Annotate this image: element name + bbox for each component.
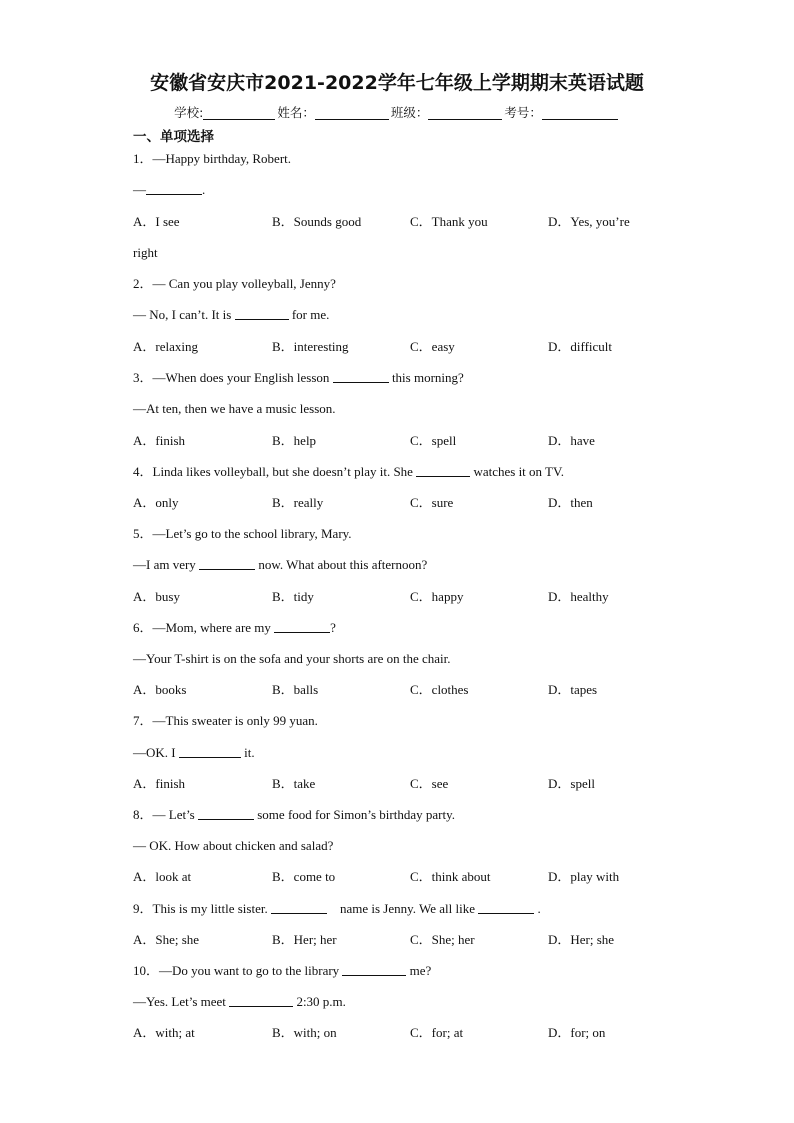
- q9-option-d[interactable]: D．Her; she: [548, 932, 615, 947]
- answer-blank[interactable]: [333, 370, 389, 383]
- question-1-reply: — .: [133, 182, 206, 197]
- student-info-line: [0, 103, 794, 121]
- stem-text-end: ?: [330, 620, 336, 635]
- q2-option-d[interactable]: D．difficult: [548, 339, 613, 354]
- number-label: 考号：: [504, 105, 542, 120]
- question-2-reply: [133, 307, 329, 323]
- question-7-stem: 7．—This sweater is only 99 yuan.: [133, 713, 318, 728]
- q4-option-b[interactable]: B．really: [272, 495, 324, 510]
- reply-text: —Yes. Let’s meet: [133, 994, 230, 1009]
- answer-blank-2[interactable]: [478, 901, 534, 914]
- q5-option-b[interactable]: B．tidy: [272, 589, 314, 604]
- q3-option-c[interactable]: C．spell: [410, 433, 457, 448]
- q6-option-d[interactable]: D．tapes: [548, 682, 598, 697]
- section-heading: 一、单项选择: [133, 129, 214, 145]
- q3-option-a[interactable]: A．finish: [133, 433, 186, 448]
- q3-option-b[interactable]: B．help: [272, 433, 317, 448]
- question-10-stem: [133, 963, 431, 979]
- q10-option-d[interactable]: D．for; on: [548, 1025, 606, 1040]
- q8-option-b[interactable]: B．come to: [272, 869, 336, 884]
- stem-text: 9．This is my little sister.: [133, 901, 271, 916]
- q7-option-d[interactable]: D．spell: [548, 776, 595, 791]
- answer-blank[interactable]: [342, 963, 406, 976]
- question-3-stem: [133, 370, 464, 386]
- q1-option-a[interactable]: A．I see: [133, 214, 180, 229]
- q6-option-c[interactable]: C．clothes: [410, 682, 469, 697]
- q5-option-c[interactable]: C．happy: [410, 589, 464, 604]
- question-6-stem: [133, 620, 336, 636]
- q8-option-a[interactable]: A．look at: [133, 869, 192, 884]
- question-2-stem: 2．— Can you play volleyball, Jenny?: [133, 276, 336, 291]
- reply-text-end: it.: [240, 745, 255, 760]
- q7-option-a[interactable]: A．finish: [133, 776, 186, 791]
- question-8-stem: [133, 807, 455, 823]
- stem-text: 10．—Do you want to go to the library: [133, 963, 343, 978]
- reply-text: —OK. I: [133, 745, 179, 760]
- q5-option-d[interactable]: D．healthy: [548, 589, 609, 604]
- stem-text: 4．Linda likes volleyball, but she doesn’t play it. She: [133, 464, 417, 479]
- question-8-reply: — OK. How about chicken and salad?: [133, 838, 334, 853]
- q2-option-a[interactable]: A．relaxing: [133, 339, 198, 354]
- stem-text: 6．—Mom, where are my: [133, 620, 275, 635]
- q6-option-a[interactable]: A．books: [133, 682, 187, 697]
- stem-text-end: some food for Simon’s birthday party.: [254, 807, 455, 822]
- answer-blank[interactable]: [179, 745, 241, 758]
- q8-option-c[interactable]: C．think about: [410, 869, 491, 884]
- q9-option-a[interactable]: A．She; she: [133, 932, 200, 947]
- q1-option-b[interactable]: B．Sounds good: [272, 214, 362, 229]
- stem-text-end: .: [534, 901, 541, 916]
- number-blank[interactable]: [542, 105, 618, 120]
- q9-option-c[interactable]: C．She; her: [410, 932, 475, 947]
- q2-option-b[interactable]: B．interesting: [272, 339, 349, 354]
- q1-option-d-continued: right: [133, 245, 158, 260]
- question-7-reply: [133, 745, 255, 761]
- reply-text-end: for me.: [288, 307, 330, 322]
- reply-text: —I am very: [133, 557, 200, 572]
- question-1-stem: 1．—Happy birthday, Robert.: [133, 151, 292, 166]
- q7-option-c[interactable]: C．see: [410, 776, 449, 791]
- q10-option-c[interactable]: C．for; at: [410, 1025, 464, 1040]
- answer-blank[interactable]: [235, 307, 289, 320]
- reply-text: — No, I can’t. It is: [133, 307, 235, 322]
- stem-text: 8．— Let’s: [133, 807, 198, 822]
- page-title: 安徽省安庆市2021-2022学年七年级上学期期末英语试题: [150, 72, 644, 94]
- school-label: 学校:: [174, 105, 204, 120]
- name-label: 姓名：: [277, 105, 315, 120]
- q3-option-d[interactable]: D．have: [548, 433, 595, 448]
- answer-blank[interactable]: [198, 807, 254, 820]
- q4-option-c[interactable]: C．sure: [410, 495, 454, 510]
- answer-blank[interactable]: [146, 182, 202, 195]
- reply-text-end: 2:30 p.m.: [293, 994, 346, 1009]
- answer-blank[interactable]: [416, 464, 470, 477]
- stem-text-end: this morning?: [388, 370, 464, 385]
- name-blank[interactable]: [315, 105, 389, 120]
- q10-option-a[interactable]: A．with; at: [133, 1025, 195, 1040]
- stem-text: 3．—When does your English lesson: [133, 370, 333, 385]
- q8-option-d[interactable]: D．play with: [548, 869, 620, 884]
- q5-option-a[interactable]: A．busy: [133, 589, 180, 604]
- q2-option-c[interactable]: C．easy: [410, 339, 455, 354]
- reply-text-end: now. What about this afternoon?: [255, 557, 428, 572]
- q9-option-b[interactable]: B．Her; her: [272, 932, 337, 947]
- answer-blank-1[interactable]: [271, 901, 327, 914]
- answer-blank[interactable]: [199, 557, 255, 570]
- stem-text-end: watches it on TV.: [470, 464, 564, 479]
- question-5-stem: 5．—Let’s go to the school library, Mary.: [133, 526, 352, 541]
- question-4-stem: [133, 464, 564, 480]
- answer-blank[interactable]: [274, 620, 330, 633]
- q1-option-d[interactable]: D．Yes, you’re: [548, 214, 630, 229]
- question-3-reply: —At ten, then we have a music lesson.: [133, 401, 336, 416]
- class-blank[interactable]: [428, 105, 502, 120]
- class-label: 班级：: [390, 105, 429, 120]
- question-9-stem: [133, 901, 541, 917]
- q7-option-b[interactable]: B．take: [272, 776, 316, 791]
- school-blank[interactable]: [203, 105, 275, 120]
- stem-text-end: me?: [406, 963, 432, 978]
- question-10-reply: [133, 994, 346, 1010]
- answer-blank[interactable]: [229, 994, 293, 1007]
- question-5-reply: [133, 557, 427, 573]
- q4-option-a[interactable]: A．only: [133, 495, 179, 510]
- stem-text-mid: name is Jenny. We all like: [326, 901, 479, 916]
- q4-option-d[interactable]: D．then: [548, 495, 593, 510]
- q1-option-c[interactable]: C．Thank you: [410, 214, 488, 229]
- reply-text: —: [133, 182, 146, 197]
- q10-option-b[interactable]: B．with; on: [272, 1025, 337, 1040]
- question-6-reply: —Your T-shirt is on the sofa and your shorts are on the chair.: [133, 651, 451, 666]
- q6-option-b[interactable]: B．balls: [272, 682, 319, 697]
